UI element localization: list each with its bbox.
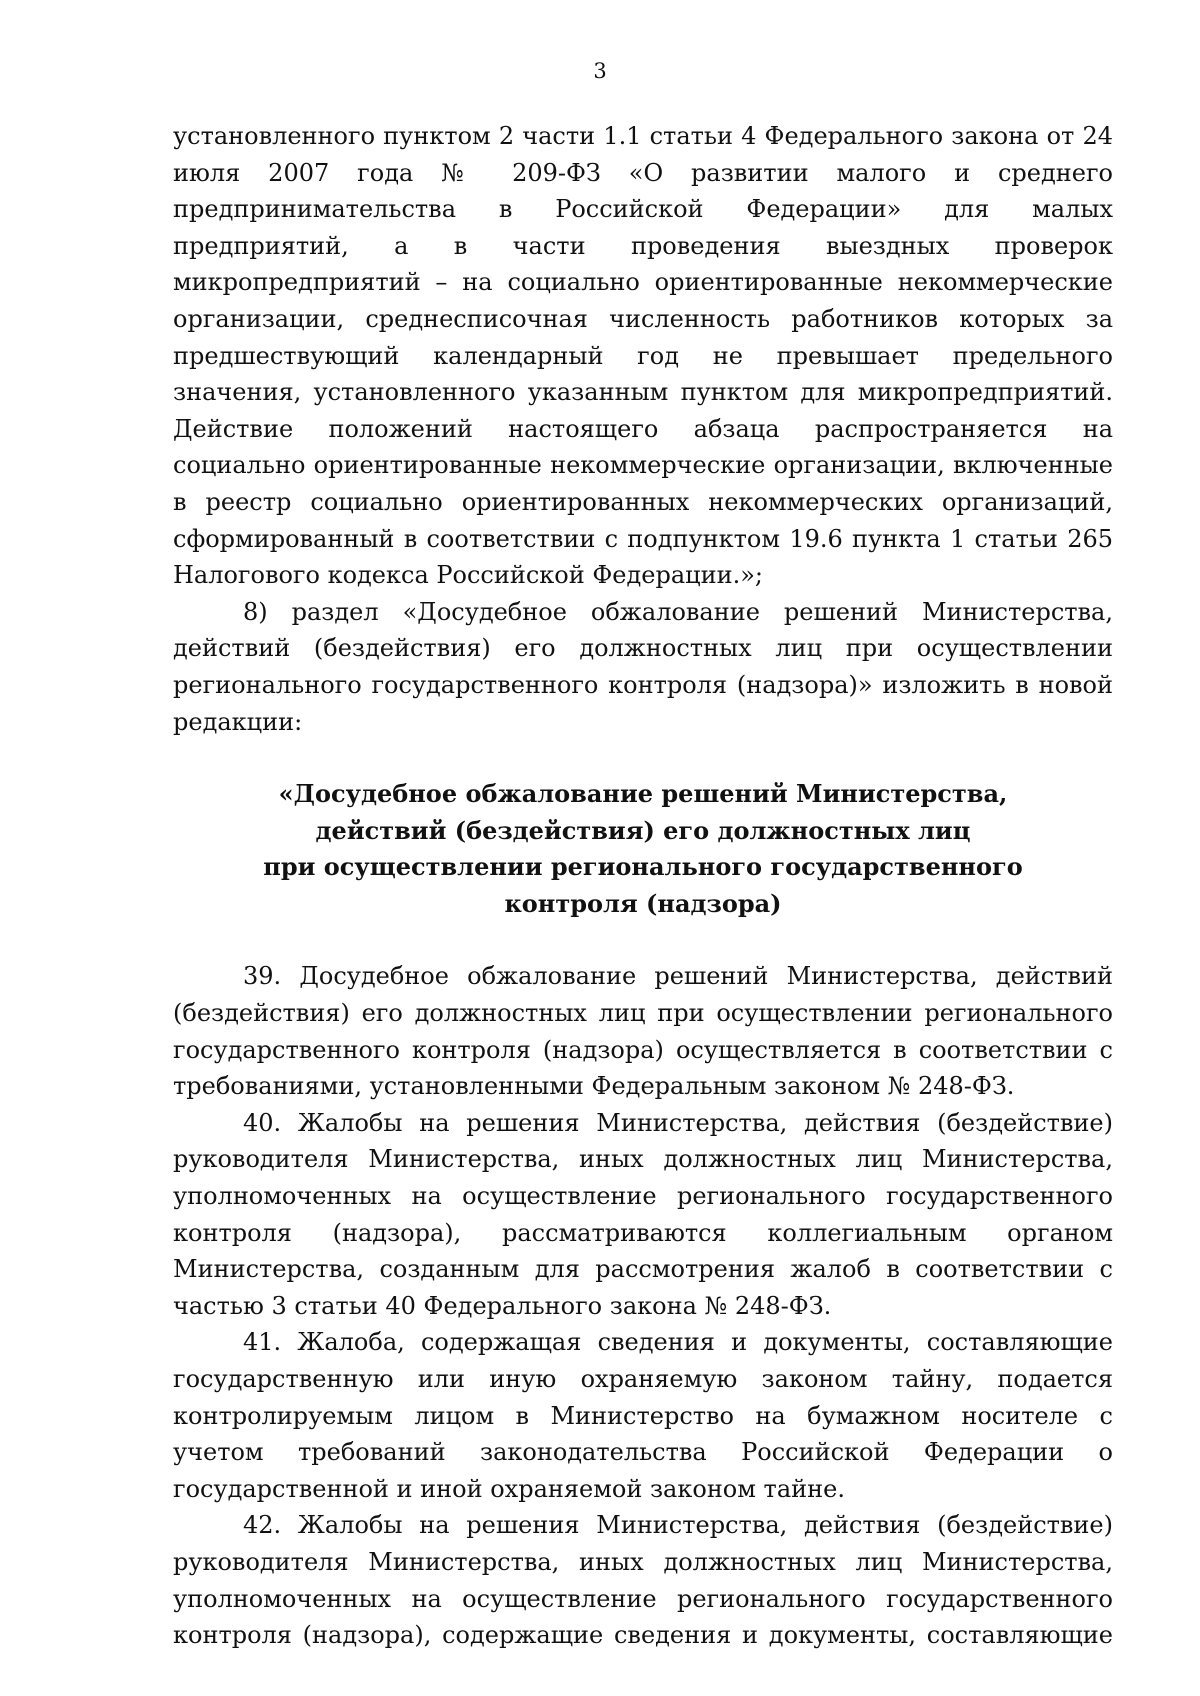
paragraph-continuation: установленного пунктом 2 части 1.1 статьи 4 Федерального закона от 24 июля 2007 года № 209-ФЗ «О развитии малого и среднего предпринимательства в Российской Федерации» для малых предприятий, а в части проведения выездных проверок микропредприятий – на социально ориентированные некоммерческие организации, среднесписочная численность работников которых за предшествующий календарный год не превышает предельного значения, установленного указанным пунктом для микропредприятий. Действие положений настоящего абзаца распространяется на социально ориентированные некоммерческие организации, включенные в реестр социально ориентированных некоммерческих организаций, сформированный в соответствии с подпунктом 19.6 пункта 1 статьи 265 Налогового кодекса Российской Федерации.»; [173, 122, 1113, 590]
section-heading-line: «Досудебное обжалование решений Министерства, [278, 779, 1008, 809]
document-body [173, 118, 1113, 1654]
paragraph-item-8: 8) раздел «Досудебное обжалование решений Министерства, действий (бездействия) его должностных лиц при осуществлении регионального государственного контроля (надзора)» изложить в новой редакции: [173, 597, 1113, 736]
section-heading-line: действий (бездействия) его должностных лиц [315, 815, 971, 845]
page-number: 3 [593, 59, 607, 83]
section-heading-line: при осуществлении регионального государственного [263, 852, 1023, 882]
section-heading [173, 764, 1113, 934]
paragraph-42: 42. Жалобы на решения Министерства, действия (бездействие) руководителя Министерства, иных должностных лиц Министерства, уполномоченных на осуществление регионального государственного контроля (надзора), содержащие сведения и документы, составляющие [173, 1511, 1113, 1650]
section-heading-line: контроля (надзора) [504, 888, 782, 918]
paragraph-39: 39. Досудебное обжалование решений Министерства, действий (бездействия) его должностных лиц при осуществлении регионального государственного контроля (надзора) осуществляется в соответствии с требованиями, установленными Федеральным законом № 248-ФЗ. [173, 962, 1113, 1101]
paragraph-41: 41. Жалоба, содержащая сведения и документы, составляющие государственную или иную охраняемую законом тайну, подается контролируемым лицом в Министерство на бумажном носителе с учетом требований законодательства Российской Федерации о государственной и иной охраняемой законом тайне. [173, 1328, 1113, 1503]
paragraph-40: 40. Жалобы на решения Министерства, действия (бездействие) руководителя Министерства, иных должностных лиц Министерства, уполномоченных на осуществление регионального государственного контроля (надзора), рассматриваются коллегиальным органом Министерства, созданным для рассмотрения жалоб в соответствии с частью 3 статьи 40 Федерального закона № 248-ФЗ. [173, 1108, 1113, 1320]
